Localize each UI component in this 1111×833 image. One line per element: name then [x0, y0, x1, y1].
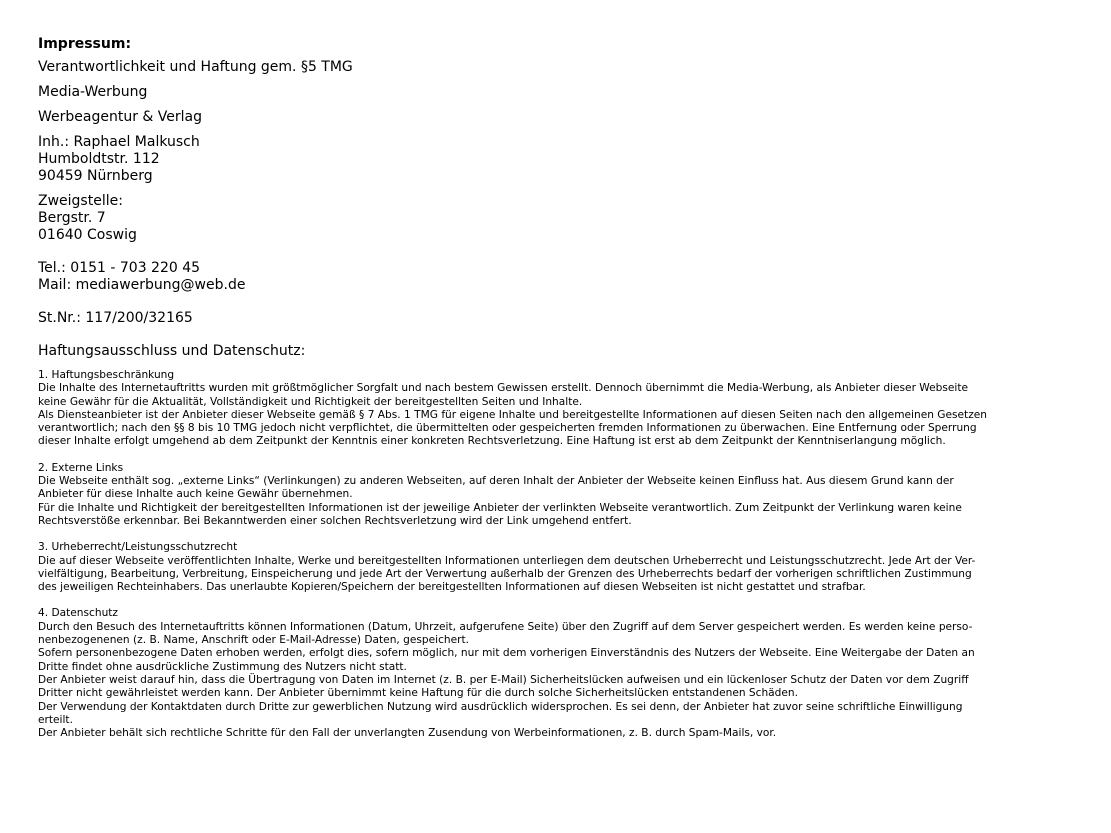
section-text-line: Dritte findet ohne ausdrückliche Zustimmung des Nutzers nicht statt.: [38, 660, 407, 673]
section-text-line: Als Diensteanbieter ist der Anbieter dieser Webseite gemäß § 7 Abs. 1 TMG für eigene Inhalte und bereitgestellte Informationen auf diesen Seiten nach den allgemeinen Gesetzen: [38, 408, 988, 421]
responsibility-line: Verantwortlichkeit und Haftung gem. §5 TMG: [38, 59, 353, 75]
section-text-line: Die Webseite enthält sog. „externe Links“ (Verlinkungen) zu anderen Webseiten, auf deren Inhalt der Anbieter der Webseite keinen Einfluss hat. Aus diesem Grund kann der: [38, 475, 954, 488]
section-text-line: Durch den Besuch des Internetauftritts können Informationen (Datum, Uhrzeit, aufgerufene Seite) über den Zugriff auf dem Server gespeichert werden. Es werden keine perso-: [38, 620, 973, 633]
section-text-line: verantwortlich; nach den §§ 8 bis 10 TMG jedoch nicht verpflichtet, die übermittelten oder gespeicherten fremden Informationen zu überwachen. Eine Entfernung oder Sperrung: [38, 422, 977, 435]
company-name: Media-Werbung: [38, 84, 148, 100]
section-text-line: keine Gewähr für die Aktualität, Vollständigkeit und Richtigkeit der bereitgestellten Seiten und Inhalte.: [38, 395, 583, 408]
section-heading: 3. Urheberrecht/Leistungsschutzrecht: [38, 541, 238, 554]
section-text-line: erteilt.: [38, 713, 73, 726]
section-text-line: Sofern personenbezogene Daten erhoben werden, erfolgt dies, sofern möglich, nur mit dem vorherigen Einverständnis des Nutzers der Webseite. Eine Weitergabe der Daten an: [38, 647, 975, 660]
agency-line: Werbeagentur & Verlag: [38, 109, 202, 125]
owner-line: Inh.: Raphael Malkusch: [38, 134, 200, 150]
section-privacy: [38, 607, 1083, 740]
mail-line: Mail: mediawerbung@web.de: [38, 277, 246, 293]
section-copyright: [38, 541, 1083, 594]
section-text-line: Die Inhalte des Internetauftritts wurden mit größtmöglicher Sorgfalt und nach bestem Gewissen erstellt. Dennoch übernimmt die Media-Werbung, als Anbieter dieser Webseite: [38, 382, 969, 395]
section-liability: [38, 369, 1083, 449]
branch-street: Bergstr. 7: [38, 210, 106, 226]
city-line: 90459 Nürnberg: [38, 168, 153, 184]
tax-number: St.Nr.: 117/200/32165: [38, 310, 193, 326]
section-text-line: dieser Inhalte erfolgt umgehend ab dem Zeitpunkt der Kenntnis einer konkreten Rechtsverletzung. Eine Haftung ist erst ab dem Zeitpunkt der Kenntniserlangung möglich.: [38, 435, 946, 448]
phone-line: Tel.: 0151 - 703 220 45: [38, 260, 201, 276]
section-text-line: des jeweiligen Rechteinhabers. Das unerlaubte Kopieren/Speichern der bereitgestellten Informationen auf diesen Webseiten ist nicht gestattet und strafbar.: [38, 581, 866, 594]
section-text-line: Die auf dieser Webseite veröffentlichten Inhalte, Werke und bereitgestellten Informationen unterliegen dem deutschen Urheberrecht und Leistungsschutzrecht. Jede Art der Ver-: [38, 554, 976, 567]
section-text-line: nenbezogenenen (z. B. Name, Anschrift oder E-Mail-Adresse) Daten, gespeichert.: [38, 634, 470, 647]
section-heading: 2. Externe Links: [38, 461, 124, 474]
section-external-links: [38, 462, 1083, 528]
impressum-page: [38, 34, 1083, 753]
disclaimer-title: Haftungsausschluss und Datenschutz:: [38, 343, 306, 359]
section-heading: 4. Datenschutz: [38, 607, 118, 620]
section-text-line: vielfältigung, Bearbeitung, Verbreitung, Einspeicherung und jede Art der Verwertung außerhalb der Grenzen des Urheberrechts bedarf der vorherigen schriftlichen Zustimmung: [38, 567, 972, 580]
section-text-line: Anbieter für diese Inhalte auch keine Gewähr übernehmen.: [38, 488, 353, 501]
branch-block: [38, 193, 1083, 244]
section-text-line: Der Anbieter weist darauf hin, dass die Übertragung von Daten im Internet (z. B. per E-Mail) Sicherheitslücken aufweisen und ein lückenloser Schutz der Daten vor dem Zugriff: [38, 673, 969, 686]
section-text-line: Dritter nicht gewährleistet werden kann. Der Anbieter übernimmt keine Haftung für die durch solche Sicherheitslücken entstandenen Schäden.: [38, 687, 798, 700]
section-heading: 1. Haftungsbeschränkung: [38, 369, 175, 381]
section-text-line: Der Verwendung der Kontaktdaten durch Dritte zur gewerblichen Nutzung wird ausdrücklich widersprochen. Es sei denn, der Anbieter hat zuvor seine schriftliche Einwilligung: [38, 700, 963, 713]
branch-city: 01640 Coswig: [38, 227, 137, 243]
branch-label: Zweigstelle:: [38, 193, 123, 209]
section-text-line: Rechtsverstöße erkennbar. Bei Bekanntwerden einer solchen Rechtsverletzung wird der Link umgehend entfert.: [38, 514, 632, 527]
page-title: Impressum:: [38, 36, 132, 52]
section-text-line: Für die Inhalte und Richtigkeit der bereitgestellten Informationen ist der jeweilige Anbieter der verlinkten Webseite verantwortlich. Zum Zeitpunkt der Verlinkung waren keine: [38, 501, 962, 514]
address-block: [38, 134, 1083, 185]
contact-block: [38, 260, 1083, 294]
section-text-line: Der Anbieter behält sich rechtliche Schritte für den Fall der unverlangten Zusendung von Werbeinformationen, z. B. durch Spam-Mails, vor.: [38, 727, 777, 740]
street-line: Humboldtstr. 112: [38, 151, 160, 167]
